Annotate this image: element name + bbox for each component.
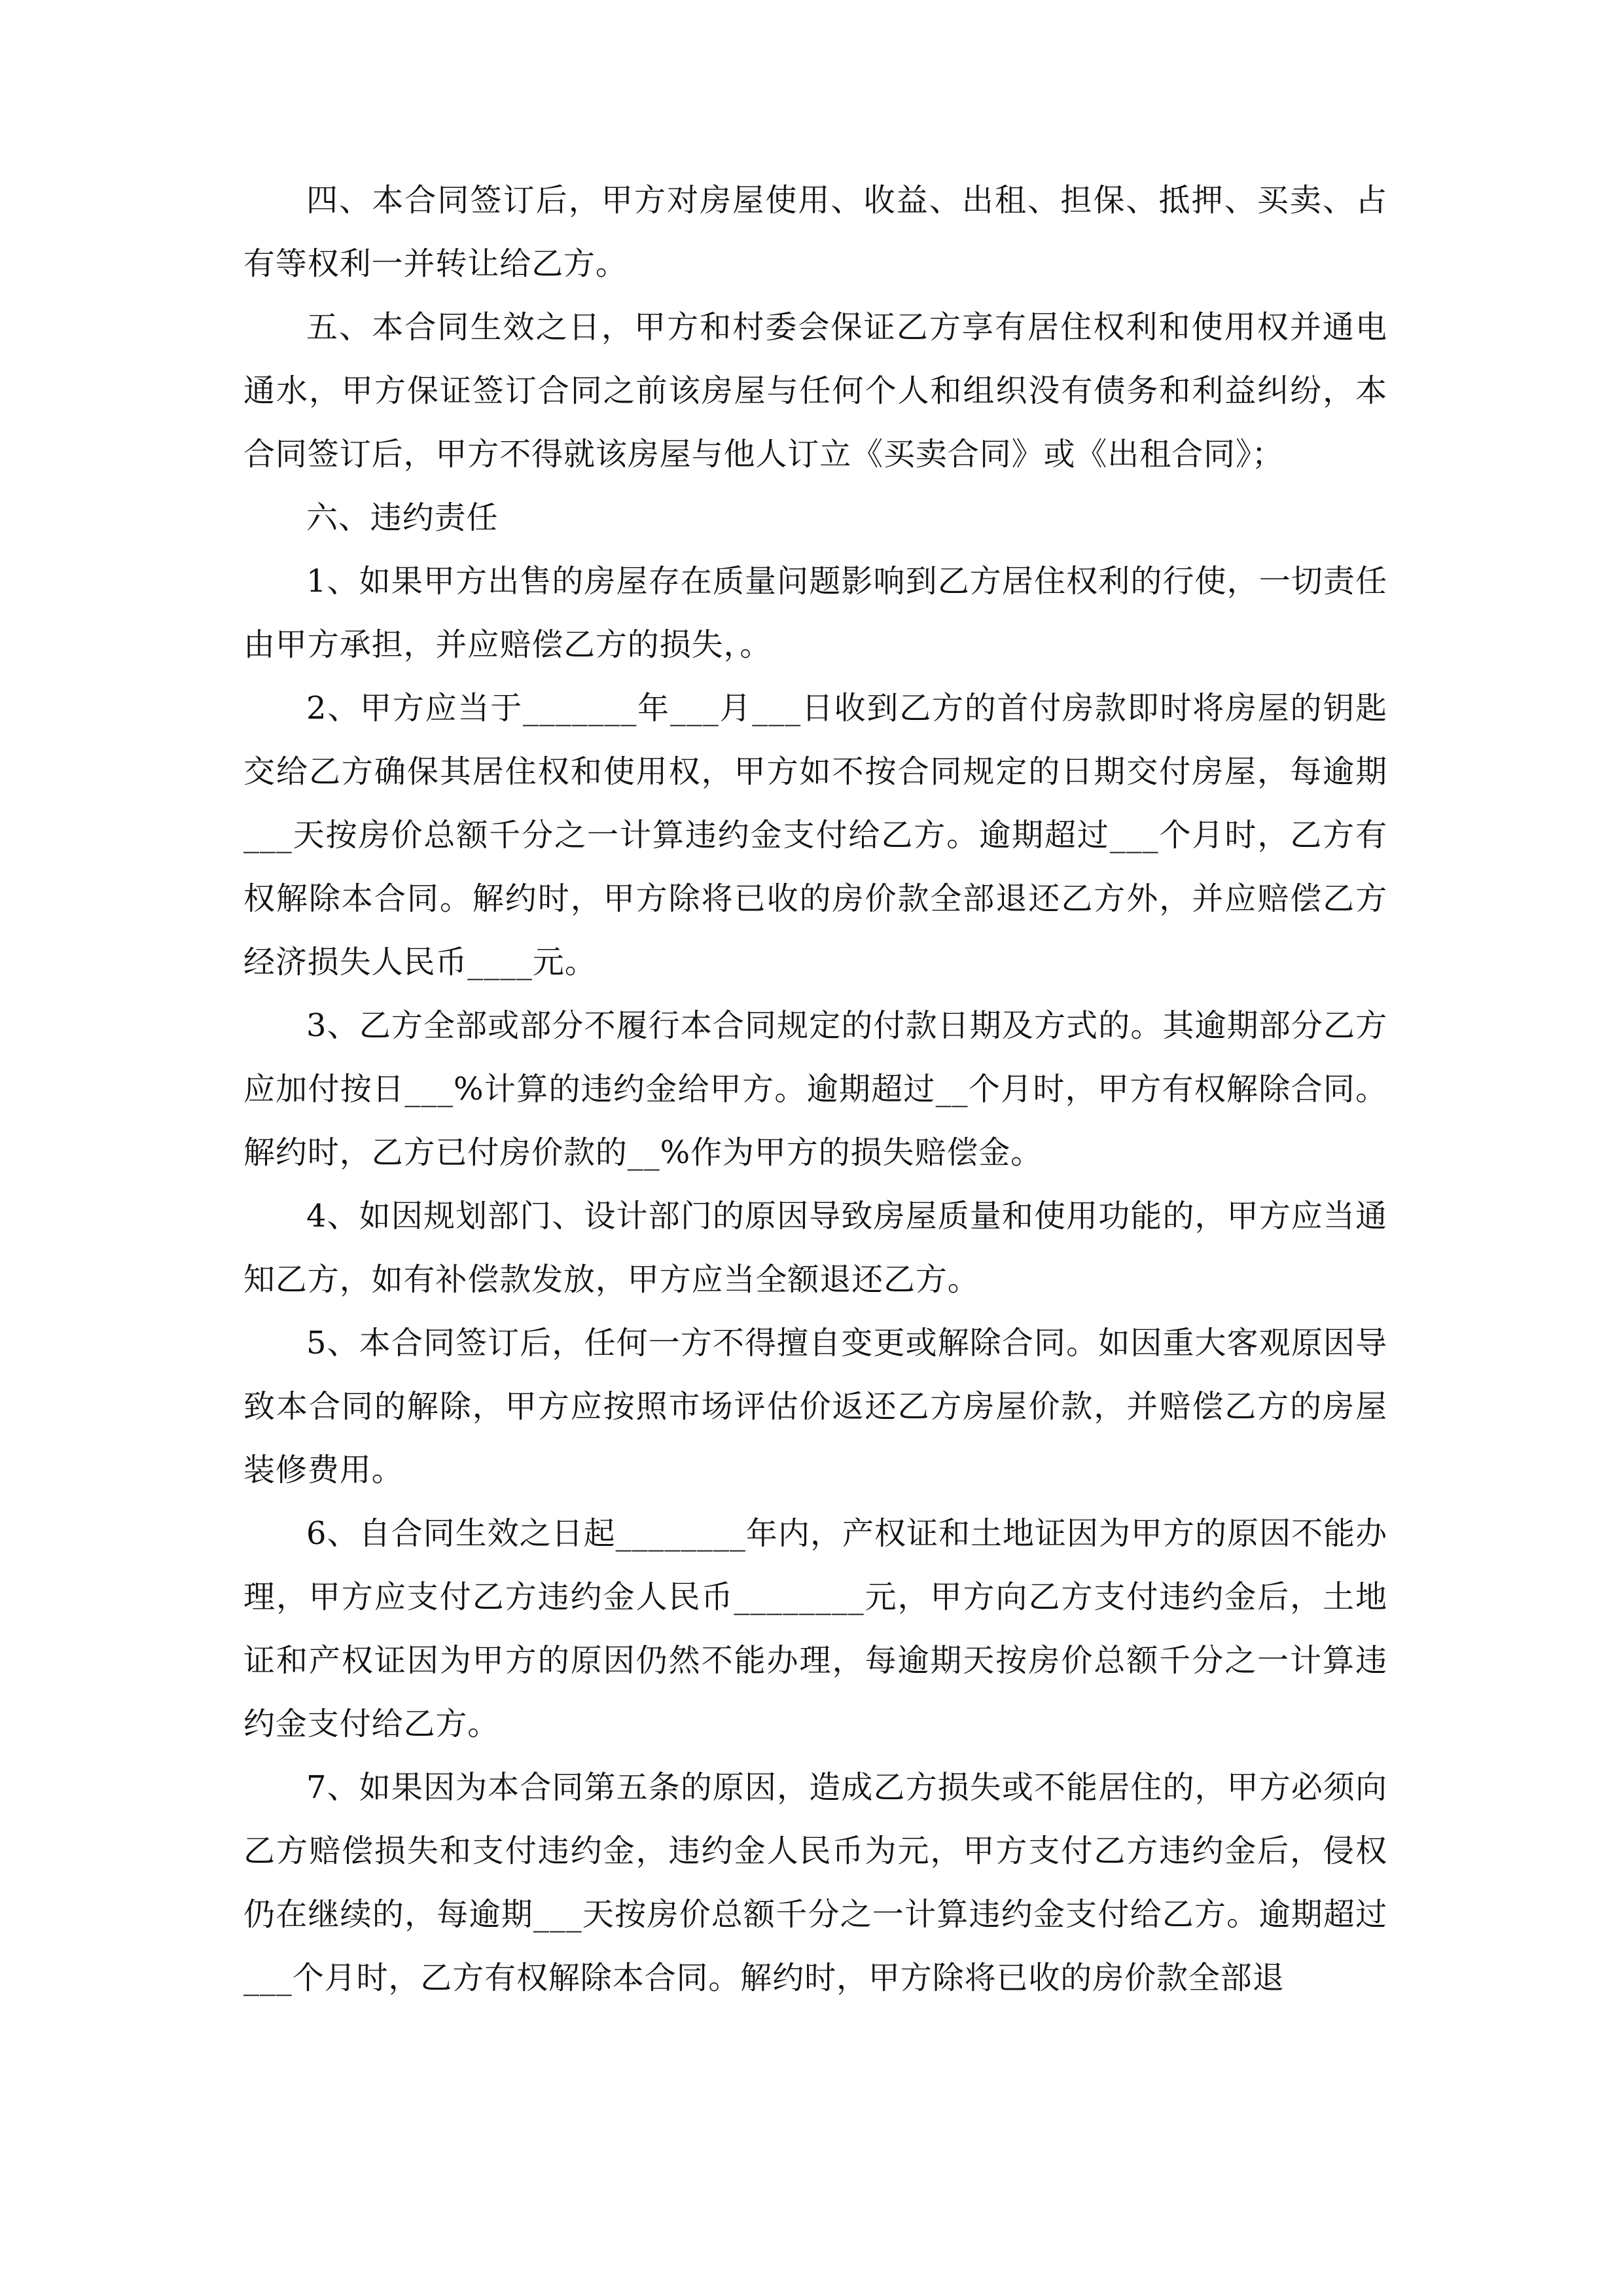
contract-body bbox=[243, 169, 1387, 2010]
liability-item-7: 7、如果因为本合同第五条的原因，造成乙方损失或不能居住的，甲方必须向乙方赔偿损失和支付违约金，违约金人民币为元，甲方支付乙方违约金后，侵权仍在继续的，每逾期___天按房价总额千分之一计算违约金支付给乙方。逾期超过___个月时，乙方有权解除本合同。解约时，甲方除将已收的房价款全部退 bbox=[243, 1769, 1387, 1996]
liability-item-1: 1、如果甲方出售的房屋存在质量问题影响到乙方居住权利的行使，一切责任由甲方承担，并应赔偿乙方的损失，。 bbox=[243, 563, 1387, 663]
liability-item-2: 2、甲方应当于_______年___月___日收到乙方的首付房款即时将房屋的钥匙交给乙方确保其居住权和使用权，甲方如不按合同规定的日期交付房屋，每逾期___天按房价总额千分之一计算违约金支付给乙方。逾期超过___个月时，乙方有权解除本合同。解约时，甲方除将已收的房价款全部退还乙方外，并应赔偿乙方经济损失人民币____元。 bbox=[243, 690, 1387, 980]
liability-item-5: 5、本合同签订后，任何一方不得擅自变更或解除合同。如因重大客观原因导致本合同的解除，甲方应按照市场评估价返还乙方房屋价款，并赔偿乙方的房屋装修费用。 bbox=[243, 1325, 1387, 1488]
liability-item-4: 4、如因规划部门、设计部门的原因导致房屋质量和使用功能的，甲方应当通知乙方，如有补偿款发放，甲方应当全额退还乙方。 bbox=[243, 1198, 1387, 1298]
liability-item-3: 3、乙方全部或部分不履行本合同规定的付款日期及方式的。其逾期部分乙方应加付按日___%计算的违约金给甲方。逾期超过__个月时，甲方有权解除合同。解约时，乙方已付房价款的__%作为甲方的损失赔偿金。 bbox=[243, 1007, 1387, 1171]
liability-item-6: 6、自合同生效之日起________年内，产权证和土地证因为甲方的原因不能办理，甲方应支付乙方违约金人民币________元，甲方向乙方支付违约金后，土地证和产权证因为甲方的原因仍然不能办理，每逾期天按房价总额千分之一计算违约金支付给乙方。 bbox=[243, 1515, 1387, 1742]
clause-four: 四、本合同签订后，甲方对房屋使用、收益、出租、担保、抵押、买卖、占有等权利一并转让给乙方。 bbox=[243, 182, 1387, 282]
clause-six-heading: 六、违约责任 bbox=[306, 499, 499, 536]
clause-five: 五、本合同生效之日，甲方和村委会保证乙方享有居住权利和使用权并通电通水，甲方保证签订合同之前该房屋与任何个人和组织没有债务和利益纠纷，本合同签订后，甲方不得就该房屋与他人订立《买卖合同》或《出租合同》； bbox=[243, 309, 1387, 473]
